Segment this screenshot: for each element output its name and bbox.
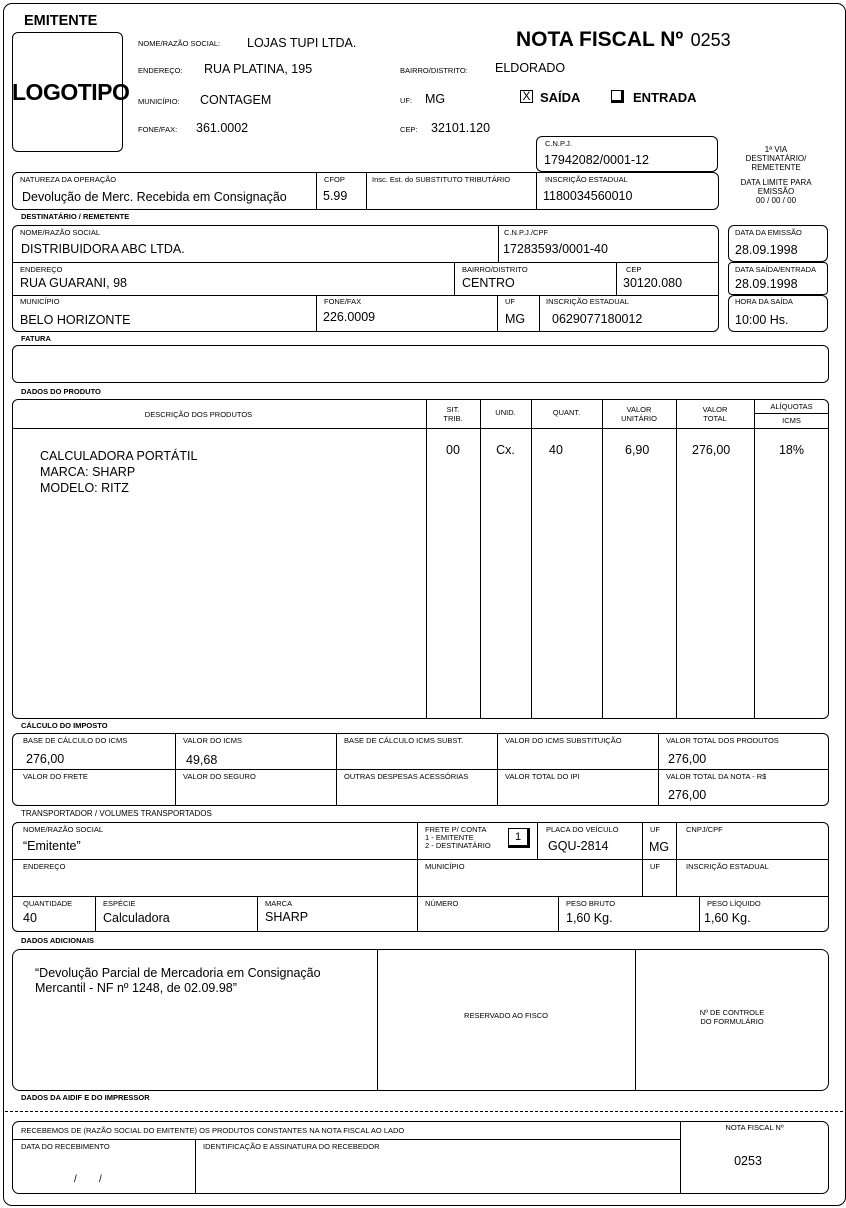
hora-saida-label: HORA DA SAÍDA [735,297,793,306]
data-receb-value: / / [74,1174,102,1185]
emit-endereco-label: ENDEREÇO: [138,66,183,75]
emit-razao-label: NOME/RAZÃO SOCIAL: [138,39,221,48]
data-limite-line1: DATA LIMITE PARA [740,178,812,187]
controle-line1: Nº DE CONTROLE [699,1008,765,1017]
item-quant: 40 [549,443,563,457]
valor-subst-label: VALOR DO ICMS SUBSTITUIÇÃO [505,736,622,745]
controle-line2: DO FORMULÁRIO [700,1017,764,1026]
data-limite-line2: EMISSÃO [757,187,795,196]
cfop-value: 5.99 [323,189,348,203]
col-descricao: DESCRIÇÃO DOS PRODUTOS [144,410,253,419]
data-saida-value: 28.09.1998 [735,277,798,291]
fatura-section-label: FATURA [21,334,51,343]
item-unid: Cx. [496,443,515,457]
controle-label [635,1008,829,1026]
dest-uf-value: MG [505,312,526,326]
col-vtotal1: VALOR [702,405,728,414]
dest-endereco-value: RUA GUARANI, 98 [20,276,127,290]
transp-uf2-label: UF [650,862,660,871]
item-icms: 18% [778,443,805,457]
imposto-section-label: CÁLCULO DO IMPOSTO [21,721,108,730]
base-icms-value: 276,00 [26,752,65,766]
dest-bairro-value: CENTRO [462,276,515,290]
quant-value: 40 [23,911,37,925]
transp-razao-label: NOME/RAZÃO SOCIAL [23,825,104,834]
transportador-section-label: TRANSPORTADOR / VOLUMES TRANSPORTADOS [21,809,212,818]
emitente-title: EMITENTE [24,13,98,29]
emit-municipio-label: MUNICÍPIO: [138,97,180,106]
item-vtotal: 276,00 [692,443,731,457]
frete-line2: 1 - EMITENTE [425,833,474,842]
peso-liquido-value: 1,60 Kg. [704,911,751,925]
dest-endereco-label: ENDEREÇO [20,265,63,274]
table-row [40,448,197,496]
col-vunit1: VALOR [626,405,652,414]
especie-value: Calculadora [103,911,170,925]
emit-cnpj-label: C.N.P.J. [545,139,572,148]
dest-fone-value: 226.0009 [323,310,376,324]
saida-checkbox[interactable]: X [520,90,533,103]
emit-razao-value: LOJAS TUPI LTDA. [247,36,357,50]
valor-icms-label: VALOR DO ICMS [183,736,243,745]
col-sit2: TRIB. [443,414,463,423]
transp-uf-value: MG [649,840,670,854]
fatura-box [12,345,829,383]
dest-cep-label: CEP [626,265,642,274]
entrada-label: ENTRADA [633,90,697,105]
transp-municipio-label: MUNICÍPIO [425,862,465,871]
item-desc-line2: MARCA: SHARP [40,465,136,479]
item-vunit: 6,90 [625,443,650,457]
quant-label: QUANTIDADE [23,899,73,908]
transp-cnpj-label: CNPJ/CPF [686,825,723,834]
col-unid: UNID. [495,408,516,417]
emit-municipio-value: CONTAGEM [200,93,272,107]
dest-insc-value: 0629077180012 [552,312,643,326]
recebemos-label: RECEBEMOS DE (RAZÃO SOCIAL DO EMITENTE) OS PRODUTOS CONSTANTES NA NOTA FISCAL AO LADO [21,1126,405,1135]
emit-bairro-label: BAIRRO/DISTRITO: [400,66,468,75]
logo-text: LOGOTIPO [12,79,130,105]
via-line3: REMETENTE [751,163,801,172]
peso-liquido-label: PESO LÍQUIDO [707,899,761,908]
especie-label: ESPÉCIE [103,899,136,908]
dest-municipio-value: BELO HORIZONTE [20,313,131,327]
marca-label: MARCA [265,899,293,908]
frete-line1: FRETE P/ CONTA [425,825,487,834]
total-produtos-label: VALOR TOTAL DOS PRODUTOS [666,736,779,745]
dest-bairro-label: BAIRRO/DISTRITO [462,265,528,274]
col-vunit2: UNITÁRIO [621,414,657,423]
natureza-value: Devolução de Merc. Recebida em Consignação [22,190,287,204]
data-receb-label: DATA DO RECEBIMENTO [21,1142,110,1151]
base-icms-label: BASE DE CÁLCULO DO ICMS [23,736,128,745]
destinatario-section-label: DESTINATÁRIO / REMETENTE [21,212,130,221]
col-icms: ICMS [782,416,801,425]
dest-fone-label: FONE/FAX [324,297,362,306]
placa-value: GQU-2814 [548,839,609,853]
base-subst-label: BASE DE CÁLCULO ICMS SUBST. [344,736,464,745]
produtos-section-label: DADOS DO PRODUTO [21,387,101,396]
saida-label: SAÍDA [540,90,581,105]
emit-cep-label: CEP: [400,125,418,134]
via-info [728,145,824,205]
placa-label: PLACA DO VEÍCULO [546,825,619,834]
numero-label: NÚMERO [425,899,459,908]
dest-insc-label: INSCRIÇÃO ESTADUAL [546,297,629,306]
col-valor-unitario [602,405,676,423]
transp-uf-label: UF [650,825,660,834]
col-quant: QUANT. [552,408,581,417]
emit-fone-label: FONE/FAX: [138,125,178,134]
emit-endereco-value: RUA PLATINA, 195 [204,62,313,76]
emit-uf-label: UF: [400,96,413,105]
adicionais-line1: “Devolução Parcial de Mercadoria em Consignação [35,966,321,980]
data-emissao-value: 28.09.1998 [735,243,798,257]
entrada-checkbox[interactable] [611,90,624,103]
insc-est-label: INSCRIÇÃO ESTADUAL [545,175,628,184]
canhoto-nota-label: NOTA FISCAL Nº [725,1123,784,1132]
total-nota-label: VALOR TOTAL DA NOTA - R$ [666,772,767,781]
nota-fiscal-number: 0253 [690,30,731,50]
dest-municipio-label: MUNICÍPIO [20,297,60,306]
cfop-label: CFOP [324,175,345,184]
dest-uf-label: UF [505,297,515,306]
col-sit1: SIT. [446,405,460,414]
emit-bairro-value: ELDORADO [495,61,566,75]
col-sit-trib [426,405,480,423]
dest-cnpj-value: 17283593/0001-40 [503,242,608,256]
insc-est-value: 1180034560010 [543,189,633,203]
outras-label: OUTRAS DESPESAS ACESSÓRIAS [344,772,469,781]
emit-cep-value: 32101.120 [431,121,491,135]
item-desc-line3: MODELO: RITZ [40,481,129,495]
total-produtos-value: 276,00 [668,752,707,766]
valor-icms-value: 49,68 [186,753,218,767]
peso-bruto-value: 1,60 Kg. [566,911,613,925]
dest-cep-value: 30120.080 [623,276,683,290]
frete-label: VALOR DO FRETE [23,772,88,781]
data-saida-label: DATA SAÍDA/ENTRADA [735,265,816,274]
adicionais-text [35,966,321,996]
emit-fone-value: 361.0002 [196,121,249,135]
fisco-label: RESERVADO AO FISCO [464,1011,548,1020]
data-limite-value: 00 / 00 / 00 [755,196,797,205]
via-line1: 1ª VIA [764,145,788,154]
adicionais-line2: Mercantil - NF nº 1248, de 02.09.98” [35,981,237,995]
natureza-label: NATUREZA DA OPERAÇÃO [20,175,117,184]
transp-razao-value: “Emitente” [23,839,81,853]
canhoto-nota-value: 0253 [734,1154,762,1168]
nota-fiscal-title [516,28,731,52]
insc-subst-label: Insc. Est. do SUBSTITUTO TRIBUTÁRIO [372,175,511,184]
emit-cnpj-value: 17942082/0001-12 [544,153,649,167]
peso-bruto-label: PESO BRUTO [566,899,616,908]
frete-conta [425,826,491,850]
seguro-label: VALOR DO SEGURO [183,772,256,781]
cut-line [5,1111,843,1112]
item-desc-line1: CALCULADORA PORTÁTIL [40,449,198,463]
adicionais-section-label: DADOS ADICIONAIS [21,936,95,945]
total-nota-value: 276,00 [668,788,707,802]
item-sit: 00 [446,443,460,457]
col-valor-total [676,405,754,423]
transp-insc-label: INSCRIÇÃO ESTADUAL [686,862,769,871]
hora-saida-value: 10:00 Hs. [735,313,789,327]
dest-razao-value: DISTRIBUIDORA ABC LTDA. [21,242,185,256]
frete-line3: 2 - DESTINATÁRIO [425,841,491,850]
ident-label: IDENTIFICAÇÃO E ASSINATURA DO RECEBEDOR [203,1142,380,1151]
dest-razao-label: NOME/RAZÃO SOCIAL [20,228,101,237]
ipi-label: VALOR TOTAL DO IPI [505,772,580,781]
col-vtotal2: TOTAL [703,414,727,423]
data-emissao-label: DATA DA EMISSÃO [735,228,802,237]
col-aliquotas: ALÍQUOTAS [770,402,813,411]
nota-fiscal-title-text: NOTA FISCAL Nº [516,28,684,51]
aidf-label: DADOS DA AIDIF E DO IMPRESSOR [21,1093,150,1102]
frete-box[interactable]: 1 [508,828,530,848]
transp-endereco-label: ENDEREÇO [23,862,66,871]
emit-uf-value: MG [425,92,446,106]
marca-value: SHARP [265,910,309,924]
dest-cnpj-label: C.N.P.J./CPF [504,228,549,237]
via-line2: DESTINATÁRIO/ [745,154,807,163]
